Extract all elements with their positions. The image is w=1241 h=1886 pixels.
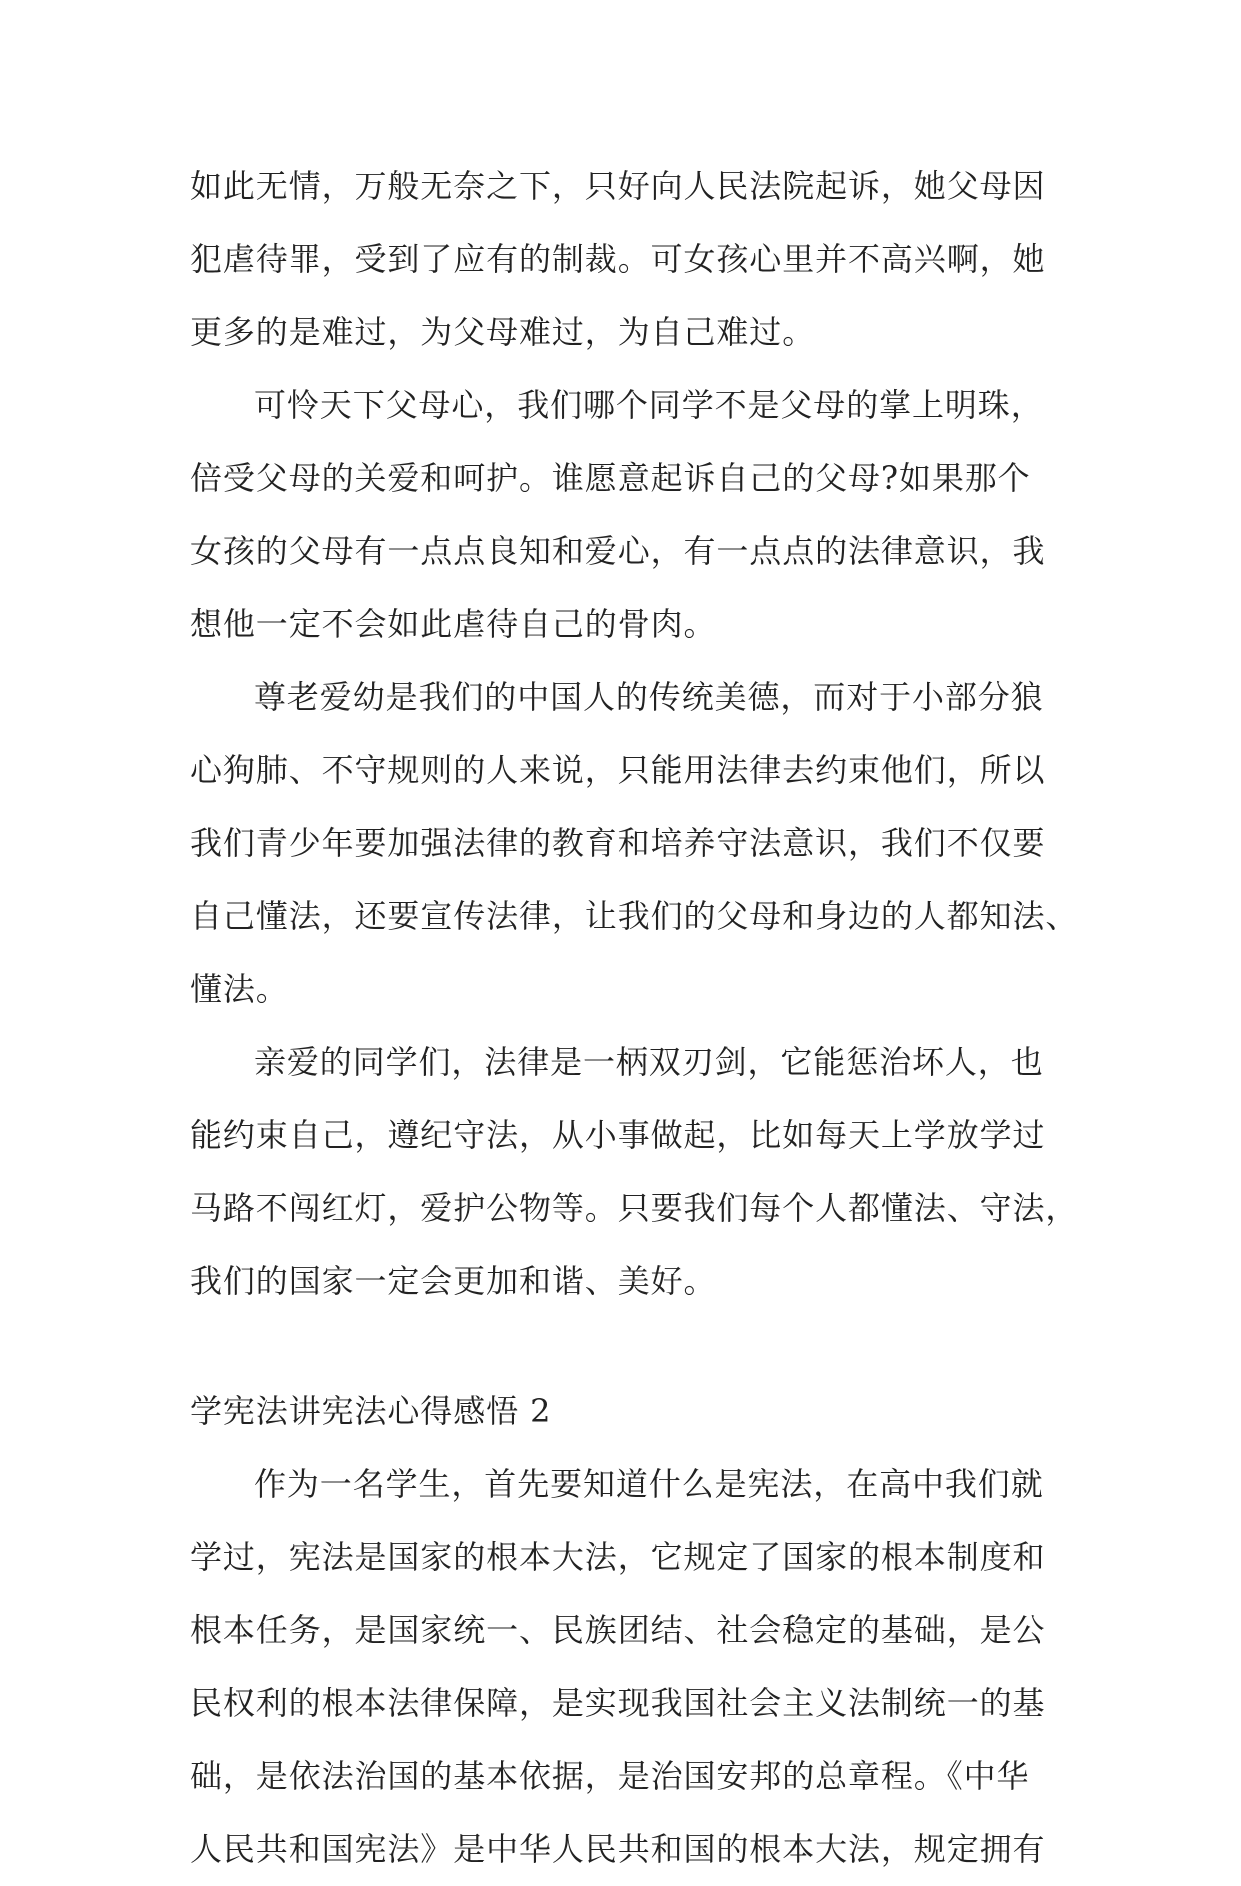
paragraph-first-line: 可怜天下父母心，我们哪个同学不是父母的掌上明珠， — [254, 386, 1044, 424]
paragraph-line: 更多的是难过，为父母难过，为自己难过。 — [190, 313, 816, 351]
paragraph-line: 如此无情，万般无奈之下，只好向人民法院起诉，她父母因 — [190, 167, 1046, 205]
document-page — [190, 150, 1079, 1886]
paragraph-line: 人民共和国宪法》是中华人民共和国的根本大法，规定拥有 — [190, 1830, 1046, 1868]
paragraph-line: 础，是依法治国的基本依据，是治国安邦的总章程。《中华 — [190, 1757, 1030, 1795]
section-heading: 学宪法讲宪法心得感悟 2 — [190, 1392, 552, 1430]
paragraph-line: 心狗肺、不守规则的人来说，只能用法律去约束他们，所以 — [190, 751, 1046, 789]
paragraph-line: 我们青少年要加强法律的教育和培养守法意识，我们不仅要 — [190, 824, 1046, 862]
paragraph-line: 自己懂法，还要宣传法律，让我们的父母和身边的人都知法、 — [190, 897, 1079, 935]
paragraph-line: 根本任务，是国家统一、民族团结、社会稳定的基础，是公 — [190, 1611, 1046, 1649]
paragraph-line: 懂法。 — [190, 970, 289, 1008]
paragraph-first-line: 亲爱的同学们，法律是一柄双刃剑，它能惩治坏人，也 — [254, 1043, 1044, 1081]
paragraph-first-line: 作为一名学生，首先要知道什么是宪法，在高中我们就 — [254, 1465, 1044, 1503]
paragraph-line: 想他一定不会如此虐待自己的骨肉。 — [190, 605, 717, 643]
paragraph-line: 学过，宪法是国家的根本大法，它规定了国家的根本制度和 — [190, 1538, 1046, 1576]
paragraph-line: 倍受父母的关爱和呵护。谁愿意起诉自己的父母?如果那个 — [190, 459, 1031, 497]
paragraph-first-line: 尊老爱幼是我们的中国人的传统美德，而对于小部分狼 — [254, 678, 1044, 716]
paragraph-line: 能约束自己，遵纪守法，从小事做起，比如每天上学放学过 — [190, 1116, 1046, 1154]
paragraph-line: 民权利的根本法律保障，是实现我国社会主义法制统一的基 — [190, 1684, 1046, 1722]
paragraph-line: 女孩的父母有一点点良知和爱心，有一点点的法律意识，我 — [190, 532, 1046, 570]
paragraph-line: 犯虐待罪，受到了应有的制裁。可女孩心里并不高兴啊，她 — [190, 240, 1046, 278]
paragraph-line: 我们的国家一定会更加和谐、美好。 — [190, 1262, 717, 1300]
paragraph-line: 马路不闯红灯，爱护公物等。只要我们每个人都懂法、守法， — [190, 1189, 1079, 1227]
